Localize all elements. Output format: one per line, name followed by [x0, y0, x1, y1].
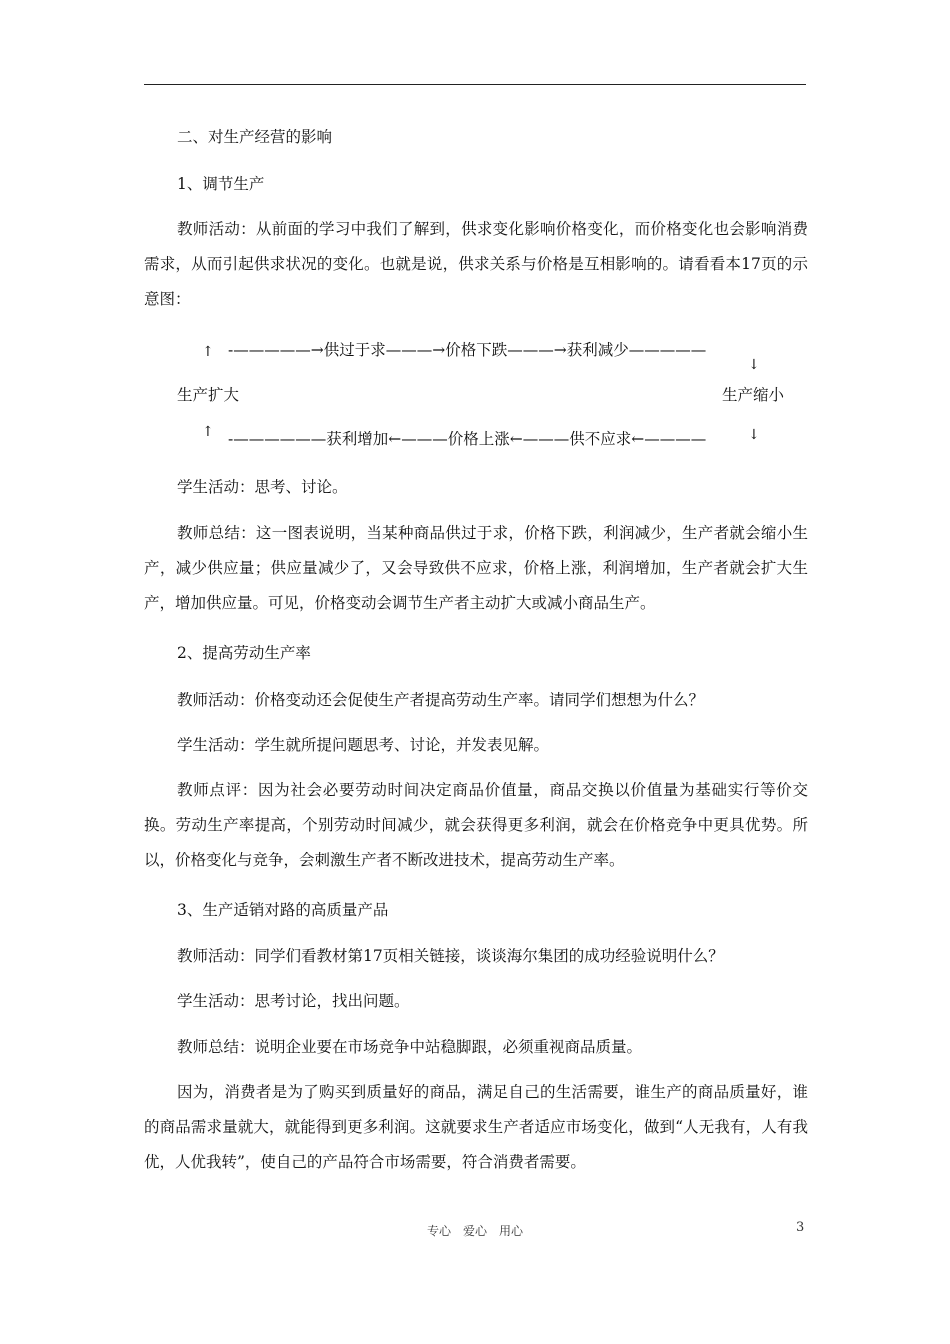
page-footer: 专心 爱心 用心 — [426, 1224, 523, 1238]
paragraph-9: 教师总结：说明企业要在市场竞争中站稳脚跟，必须重视商品质量。 — [177, 1038, 643, 1056]
header-rule — [144, 84, 806, 85]
subheading-2: 2、提高劳动生产率 — [177, 644, 311, 662]
down-arrow-icon: ↓ — [748, 427, 760, 443]
paragraph-4: 教师活动：价格变动还会促使生产者提高劳动生产率。请同学们想想为什么？ — [177, 691, 705, 709]
diagram-bottom-row: -——————获利增加←———价格上涨←———供不应求←———— — [228, 430, 707, 448]
paragraph-3: 教师总结：这一图表说明，当某种商品供过于求，价格下跌，利润减少，生产者就会缩小生产，减少供应量；供应量减少了，又会导致供不应求，价格上涨，利润增加，生产者就会扩大生产，增加供应量。可见，价格变动会调节生产者主动扩大或减小商品生产。 — [144, 524, 808, 612]
subheading-3: 3、生产适销对路的高质量产品 — [177, 901, 389, 919]
paragraph-2: 学生活动：思考、讨论。 — [177, 478, 348, 496]
diagram-right-label: 生产缩小 — [722, 386, 785, 404]
paragraph-10: 因为，消费者是为了购买到质量好的商品，满足自己的生活需要，谁生产的商品质量好，谁的商品需求量就大，就能得到更多利润。这就要求生产者适应市场变化，做到“人无我有，人有我优，人优我转”，使自己的产品符合市场需要，符合消费者需要。 — [144, 1083, 808, 1171]
diagram-left-label: 生产扩大 — [177, 386, 240, 404]
subheading-1: 1、调节生产 — [177, 175, 265, 193]
down-arrow-icon: ↓ — [748, 357, 760, 373]
paragraph-7: 教师活动：同学们看教材第17页相关链接，谈谈海尔集团的成功经验说明什么？ — [177, 947, 724, 965]
paragraph-5: 学生活动：学生就所提问题思考、讨论，并发表见解。 — [177, 736, 550, 754]
up-arrow-icon: ↑ — [202, 424, 214, 440]
page-number: 3 — [796, 1220, 805, 1235]
up-arrow-icon: ↑ — [202, 344, 214, 360]
diagram-top-row: -—————→供过于求———→价格下跌———→获利减少————— — [228, 341, 707, 359]
paragraph-1: 教师活动：从前面的学习中我们了解到，供求变化影响价格变化，而价格变化也会影响消费需求，从而引起供求状况的变化。也就是说，供求关系与价格是互相影响的。请看看本17页的示意图： — [144, 220, 808, 308]
section-heading: 二、对生产经营的影响 — [177, 128, 333, 146]
paragraph-6: 教师点评：因为社会必要劳动时间决定商品价值量，商品交换以价值量为基础实行等价交换。劳动生产率提高，个别劳动时间减少，就会获得更多利润，就会在价格竞争中更具优势。所以，价格变化与竞争，会刺激生产者不断改进技术，提高劳动生产率。 — [144, 781, 808, 869]
paragraph-8: 学生活动：思考讨论，找出问题。 — [177, 992, 410, 1010]
